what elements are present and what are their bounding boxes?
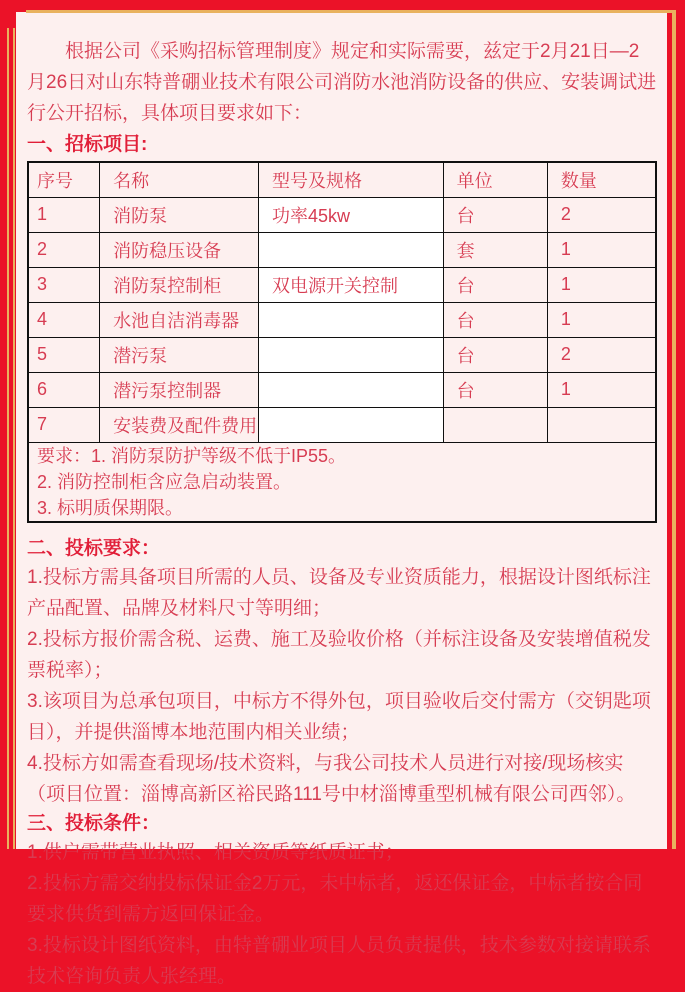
table-cell (258, 232, 443, 267)
gold-frame-top-line (26, 10, 676, 13)
table-row (28, 302, 656, 337)
table-row (28, 337, 656, 372)
bid-condition-item: 3.投标设计图纸资料，由特普硼业项目人员负责提供，技术参数对接请联系技术咨询负责人张经理。 (27, 934, 651, 987)
table-cell: 2 (28, 232, 100, 267)
table-row (28, 407, 656, 442)
column-header-2: 名称 (100, 162, 259, 197)
table-cell: 功率45kw (258, 197, 443, 232)
table-cell (258, 372, 443, 407)
bid-requirements-list (27, 562, 657, 810)
table-cell: 水池自洁消毒器 (100, 302, 259, 337)
column-header-1: 序号 (28, 162, 100, 197)
table-cell: 4 (28, 302, 100, 337)
table-cell: 台 (443, 302, 547, 337)
table-cell: 台 (443, 197, 547, 232)
table-cell: 台 (443, 267, 547, 302)
column-header-3: 型号及规格 (258, 162, 443, 197)
table-cell (547, 407, 656, 442)
table-cell: 套 (443, 232, 547, 267)
table-cell: 安装费及配件费用 (100, 407, 259, 442)
bid-requirement-item: 4.投标方如需查看现场/技术资料，与我公司技术人员进行对接/现场核实（项目位置：淄博高新区裕民路111号中材淄博重型机械有限公司西邻）。 (27, 752, 636, 805)
table-cell: 7 (28, 407, 100, 442)
table-row (28, 197, 656, 232)
table-note-line: 2. 消防控制柜含应急启动装置。 (37, 471, 292, 492)
bid-requirement-item: 3.该项目为总承包项目，中标方不得外包，项目验收后交付需方（交钥匙项目），并提供淄博本地范围内相关业绩； (27, 690, 651, 743)
table-cell: 台 (443, 337, 547, 372)
table-row (28, 267, 656, 302)
announcement-document (16, 12, 667, 987)
table-cell: 台 (443, 372, 547, 407)
section-heading-bid-conditions: 三、投标条件： (27, 812, 161, 834)
bidding-items-table (27, 161, 657, 523)
table-cell: 5 (28, 337, 100, 372)
table-notes-row (28, 442, 656, 522)
table-cell: 消防泵控制柜 (100, 267, 259, 302)
table-header-row (28, 162, 656, 197)
table-cell (258, 302, 443, 337)
table-cell: 2 (547, 197, 656, 232)
table-cell: 2 (547, 337, 656, 372)
table-cell (258, 407, 443, 442)
table-cell: 3 (28, 267, 100, 302)
gold-frame-left-outer-line (7, 28, 9, 849)
bid-requirement-item: 2.投标方报价需含税、运费、施工及验收价格（并标注设备及安装增值税发票税率）； (27, 628, 651, 681)
section-heading-bidding-items: 一、招标项目: (27, 134, 148, 155)
bid-conditions-list (27, 837, 657, 992)
bid-condition-item: 2.投标方需交纳投标保证金2万元，未中标者，返还保证金，中标者按合同要求供货到需方返回保证金。 (27, 872, 643, 925)
table-cell (443, 407, 547, 442)
bid-condition-item: 1.供户需带营业执照、相关资质等纸质证书； (27, 841, 404, 863)
table-note-line: 3. 标明质保期限。 (37, 497, 184, 518)
table-cell: 消防稳压设备 (100, 232, 259, 267)
table-cell: 1 (547, 372, 656, 407)
intro-paragraph: 根据公司《采购招标管理制度》规定和实际需要，兹定于2月21日—2月26日对山东特普硼业技术有限公司消防水池消防设备的供应、安装调试进行公开招标，具体项目要求如下： (27, 41, 657, 124)
table-row (28, 372, 656, 407)
table-note-line: 要求：1. 消防泵防护等级不低于IP55。 (37, 445, 347, 466)
table-cell: 1 (547, 232, 656, 267)
table-cell: 1 (547, 267, 656, 302)
column-header-4: 单位 (443, 162, 547, 197)
table-cell: 6 (28, 372, 100, 407)
table-cell: 潜污泵控制器 (100, 372, 259, 407)
section-heading-bid-requirements: 二、投标要求： (27, 537, 161, 559)
table-cell: 1 (547, 302, 656, 337)
gold-frame-right-line (672, 10, 676, 849)
table-cell: 1 (28, 197, 100, 232)
table-cell: 消防泵 (100, 197, 259, 232)
table-cell: 潜污泵 (100, 337, 259, 372)
column-header-5: 数量 (547, 162, 656, 197)
table-cell: 双电源开关控制 (258, 267, 443, 302)
table-notes-cell (28, 442, 656, 522)
table-cell (258, 337, 443, 372)
table-row (28, 232, 656, 267)
gold-frame-left-inner-line (13, 28, 15, 849)
bid-requirement-item: 1.投标方需具备项目所需的人员、设备及专业资质能力，根据设计图纸标注产品配置、品牌及材料尺寸等明细； (27, 566, 651, 619)
